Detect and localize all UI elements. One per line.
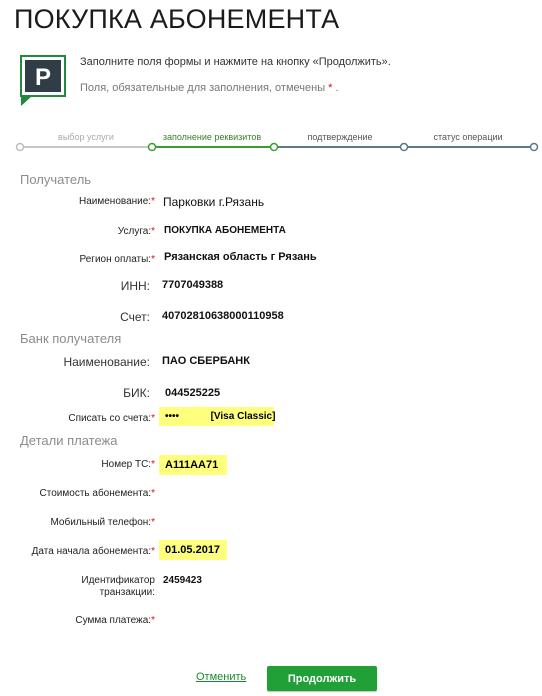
section-bank: Банк получателя: [20, 331, 122, 346]
region-value: Рязанская область г Рязань: [164, 251, 317, 263]
debit-account-select[interactable]: [159, 407, 274, 426]
start-date-input[interactable]: 01.05.2017: [159, 540, 227, 560]
recipient-name-value: Парковки г.Рязань: [163, 195, 265, 209]
step-dot-2: [149, 144, 156, 151]
bik-value: 044525225: [165, 387, 221, 399]
step-label-operation-status: статус операции: [433, 132, 503, 142]
plate-label: Номер ТС:*: [101, 459, 155, 470]
required-note: [80, 82, 339, 94]
plate-input[interactable]: А111АА71: [159, 455, 227, 475]
required-note-text: Поля, обязательные для заполнения, отмечены: [80, 82, 326, 94]
inn-value: 7707049388: [162, 279, 224, 291]
sum-label: Сумма платежа:*: [75, 615, 155, 626]
intro-text: Заполните поля формы и нажмите на кнопку «Продолжить».: [80, 56, 391, 68]
bank-name-value: ПАО СБЕРБАНК: [162, 355, 250, 367]
cancel-link[interactable]: Отменить: [196, 671, 247, 683]
page-title: ПОКУПКА АБОНЕМЕНТА: [14, 4, 340, 34]
progress-track: [0, 128, 542, 158]
transaction-id-label: Идентификатор транзакции:: [81, 575, 155, 598]
step-label-fill-details: заполнение реквизитов: [162, 132, 262, 142]
step-dot-4: [401, 144, 408, 151]
progress-steps: [0, 128, 542, 158]
debit-card-mask: ••••: [165, 411, 180, 422]
phone-label: Мобильный телефон:*: [50, 517, 155, 528]
account-label: Счет:: [120, 310, 150, 324]
debit-card-type: [Visa Classic]: [210, 411, 276, 422]
svg-text:P: P: [34, 64, 52, 91]
step-dot-5: [531, 144, 538, 151]
bik-label: БИК:: [123, 386, 150, 400]
recipient-name-label: Наименование:*: [78, 196, 155, 207]
section-recipient: Получатель: [20, 172, 92, 187]
continue-button[interactable]: Продолжить: [267, 666, 377, 691]
debit-account-label: Списать со счета:*: [68, 413, 155, 424]
step-dot-1: [17, 144, 24, 151]
section-payment: Детали платежа: [20, 433, 118, 448]
account-value: 40702810638000110958: [162, 310, 284, 322]
cost-label: Стоимость абонемента:*: [39, 488, 155, 499]
service-value: ПОКУПКА АБОНЕМЕНТА: [164, 225, 286, 236]
service-label: Услуга:*: [117, 226, 155, 237]
bank-name-label: Наименование:: [63, 355, 150, 369]
parking-logo-icon: [20, 55, 66, 107]
required-asterisk: *: [328, 82, 333, 94]
transaction-id-value: 2459423: [163, 575, 202, 586]
start-date-label: Дата начала абонемента:*: [31, 546, 155, 557]
step-label-confirmation: подтверждение: [307, 132, 373, 142]
step-label-select-service: выбор услуги: [58, 132, 114, 142]
required-note-tail: .: [335, 82, 339, 94]
step-dot-3: [271, 144, 278, 151]
region-label: Регион оплаты:*: [79, 254, 155, 265]
inn-label: ИНН:: [120, 279, 150, 293]
